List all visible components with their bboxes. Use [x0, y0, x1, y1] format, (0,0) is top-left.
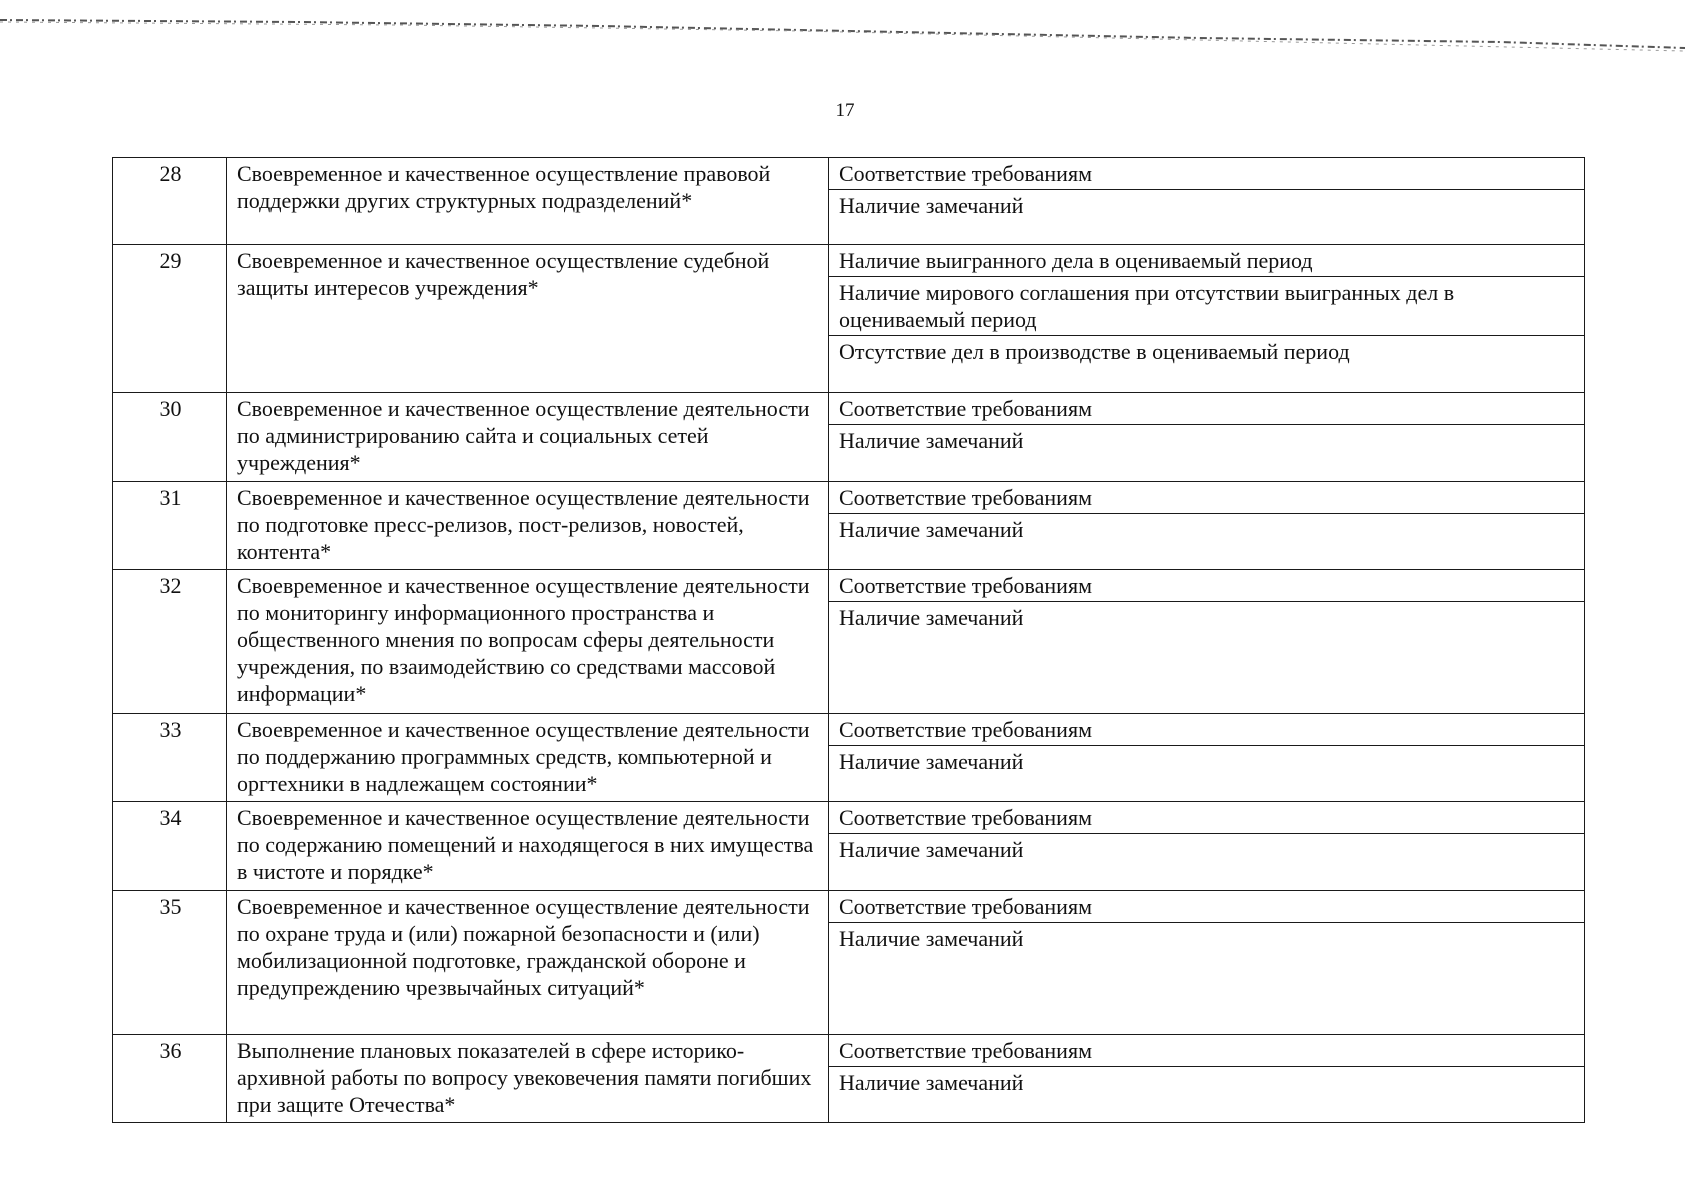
criterion-text: Выполнение плановых показателей в сфере историко-архивной работы по вопросу увековечения памяти погибших при защите Отечества*: [227, 1035, 829, 1123]
indicator-cell: Наличие замечаний: [829, 602, 1585, 714]
row-number: 30: [113, 393, 227, 482]
criterion-text: Своевременное и качественное осуществление деятельности по охране труда и (или) пожарной безопасности и (или) мобилизационной подготовке, гражданской обороне и предупреждению чрезвычайных ситуаций*: [227, 891, 829, 1035]
criterion-text: Своевременное и качественное осуществление судебной защиты интересов учреждения*: [227, 245, 829, 393]
row-number: 28: [113, 158, 227, 245]
row-number: 33: [113, 714, 227, 802]
table-row: [113, 158, 1585, 190]
indicator-cell: Наличие мирового соглашения при отсутствии выигранных дел в оцениваемый период: [829, 277, 1585, 336]
indicator-cell: Наличие замечаний: [829, 923, 1585, 1035]
table-row: [113, 891, 1585, 923]
criterion-text: Своевременное и качественное осуществление деятельности по администрированию сайта и социальных сетей учреждения*: [227, 393, 829, 482]
indicator-cell: Соответствие требованиям: [829, 714, 1585, 746]
table-row: [113, 245, 1585, 277]
criterion-text: Своевременное и качественное осуществление деятельности по поддержанию программных средств, компьютерной и оргтехники в надлежащем состоянии*: [227, 714, 829, 802]
indicator-cell: Наличие замечаний: [829, 1067, 1585, 1123]
indicator-cell: Соответствие требованиям: [829, 158, 1585, 190]
table-row: [113, 393, 1585, 425]
indicator-cell: Соответствие требованиям: [829, 570, 1585, 602]
criteria-table: [112, 157, 1585, 1123]
row-number: 36: [113, 1035, 227, 1123]
indicator-cell: Наличие замечаний: [829, 425, 1585, 482]
table-row: [113, 482, 1585, 514]
indicator-cell: Соответствие требованиям: [829, 393, 1585, 425]
indicator-cell: Соответствие требованиям: [829, 1035, 1585, 1067]
page-number: 17: [835, 100, 855, 121]
table-row: [113, 802, 1585, 834]
indicator-cell: Наличие замечаний: [829, 190, 1585, 245]
table-row: [113, 1035, 1585, 1067]
indicator-cell: Наличие выигранного дела в оцениваемый период: [829, 245, 1585, 277]
criterion-text: Своевременное и качественное осуществление правовой поддержки других структурных подразделений*: [227, 158, 829, 245]
row-number: 35: [113, 891, 227, 1035]
row-number: 31: [113, 482, 227, 570]
row-number: 34: [113, 802, 227, 891]
indicator-cell: Наличие замечаний: [829, 746, 1585, 802]
scan-edge-artifact: [0, 14, 1685, 54]
indicator-cell: Соответствие требованиям: [829, 482, 1585, 514]
indicator-cell: Соответствие требованиям: [829, 802, 1585, 834]
criterion-text: Своевременное и качественное осуществление деятельности по содержанию помещений и находящегося в них имущества в чистоте и порядке*: [227, 802, 829, 891]
row-number: 29: [113, 245, 227, 393]
criterion-text: Своевременное и качественное осуществление деятельности по мониторингу информационного пространства и общественного мнения по вопросам сферы деятельности учреждения, по взаимодействию со средствами массовой информации*: [227, 570, 829, 714]
table-row: [113, 714, 1585, 746]
criterion-text: Своевременное и качественное осуществление деятельности по подготовке пресс-релизов, пост-релизов, новостей, контента*: [227, 482, 829, 570]
indicator-cell: Отсутствие дел в производстве в оцениваемый период: [829, 336, 1585, 393]
indicator-cell: Наличие замечаний: [829, 834, 1585, 891]
indicator-cell: Соответствие требованиям: [829, 891, 1585, 923]
table-row: [113, 570, 1585, 602]
indicator-cell: Наличие замечаний: [829, 514, 1585, 570]
row-number: 32: [113, 570, 227, 714]
